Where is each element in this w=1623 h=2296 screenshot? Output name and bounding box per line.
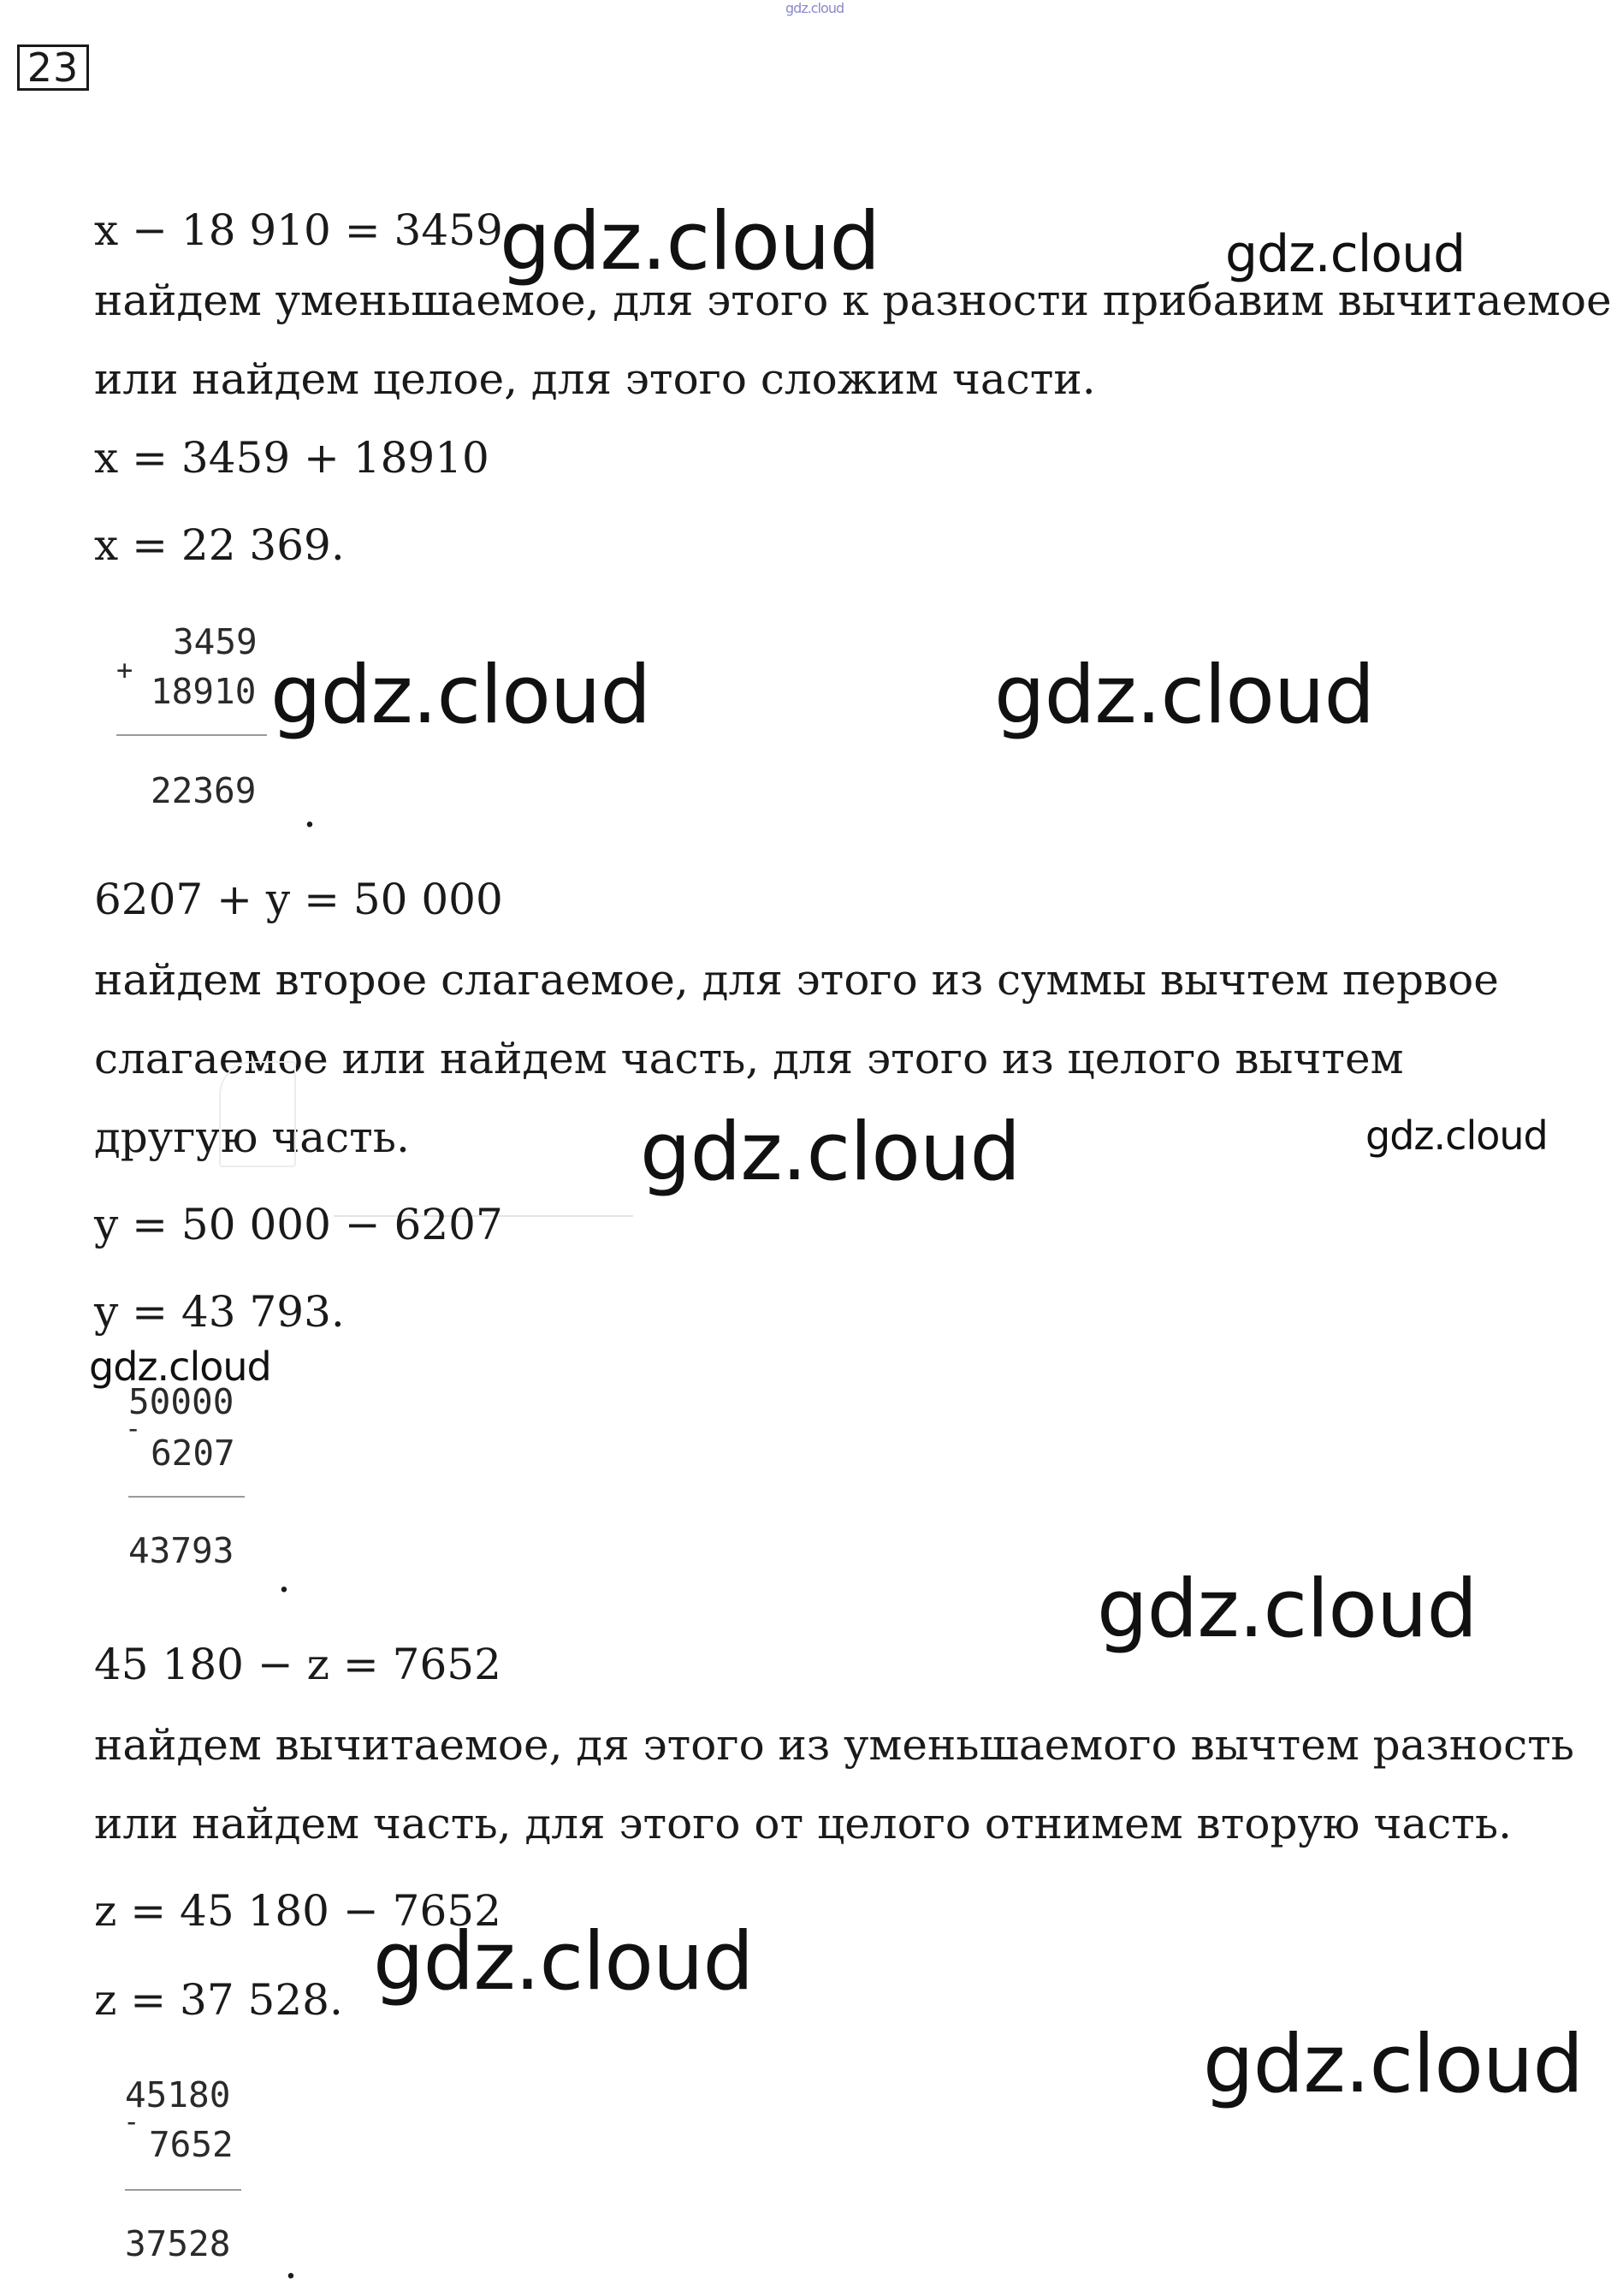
column-top: 45180 [125, 2074, 231, 2115]
ghost-artifact [219, 1061, 296, 1167]
column-result: 43793 [128, 1530, 234, 1571]
column-rule [116, 734, 267, 736]
equation-2: 6207 + y = 50 000 [94, 875, 503, 924]
watermark: gdz.cloud [373, 1915, 754, 2008]
step-3-b: z = 37 528. [94, 1975, 343, 2025]
watermark: gdz.cloud [89, 1344, 271, 1390]
column-rule [128, 1496, 245, 1498]
watermark: gdz.cloud [1225, 224, 1466, 284]
column-sign: + [116, 654, 133, 686]
column-result: 22369 [151, 770, 257, 811]
explanation-2-line-2: слагаемое или найдем часть, для этого из целого вычтем [94, 1034, 1404, 1083]
column-sign: - [125, 1412, 142, 1445]
explanation-3-line-1: найдем вычитаемое, дя этого из уменьшаемого вычтем разность [94, 1720, 1575, 1770]
column-result: 37528 [125, 2223, 231, 2264]
column-top: 3459 [173, 621, 258, 662]
step-1-b: x = 22 369. [94, 520, 345, 570]
column-dot: . [284, 2239, 298, 2288]
explanation-1-line-1: найдем уменьшаемое, для этого к разности прибавим вычитаемое [94, 276, 1612, 325]
watermark: gdz.cloud [994, 649, 1375, 742]
watermark: gdz.cloud [1365, 1112, 1548, 1159]
top-watermark: gdz.cloud [785, 0, 844, 16]
column-dot: . [303, 787, 317, 837]
watermark: gdz.cloud [500, 195, 880, 288]
column-bottom: 18910 [151, 671, 257, 712]
watermark: gdz.cloud [1097, 1563, 1478, 1656]
equation-1: x − 18 910 = 3459 [94, 205, 503, 255]
watermark: gdz.cloud [640, 1106, 1021, 1199]
explanation-1-line-2: или найдем целое, для этого сложим части. [94, 354, 1096, 404]
column-rule [125, 2189, 241, 2191]
step-2-a: y = 50 000 − 6207 [94, 1200, 503, 1249]
step-1-a: x = 3459 + 18910 [94, 433, 489, 483]
watermark: gdz.cloud [1203, 2018, 1584, 2111]
column-bottom: 7652 [149, 2124, 234, 2165]
equation-3: 45 180 − z = 7652 [94, 1640, 501, 1689]
explanation-3-line-2: или найдем часть, для этого от целого отнимем вторую часть. [94, 1799, 1512, 1848]
watermark: gdz.cloud [270, 649, 651, 742]
column-bottom: 6207 [151, 1433, 235, 1474]
explanation-2-line-1: найдем второе слагаемое, для этого из суммы вычтем первое [94, 955, 1499, 1005]
explanation-2-line-3: другую часть. [94, 1112, 410, 1162]
step-2-b: y = 43 793. [94, 1287, 345, 1337]
column-top: 50000 [128, 1381, 234, 1422]
column-sign: - [123, 2105, 140, 2138]
column-dot: . [277, 1552, 291, 1602]
step-3-a: z = 45 180 − 7652 [94, 1886, 501, 1936]
problem-number: 23 [17, 44, 89, 91]
